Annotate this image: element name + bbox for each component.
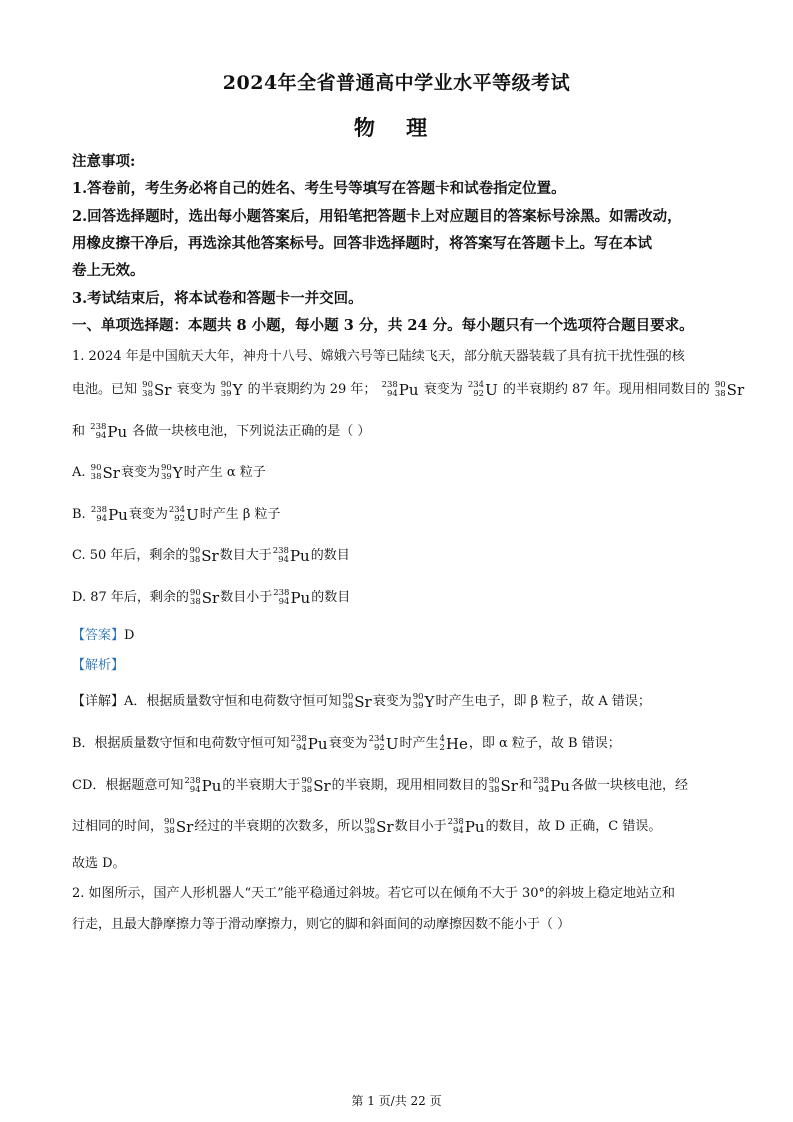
- nuclide-pu: 238 94 Pu: [184, 775, 222, 795]
- note-2-line-3: 卷上无效。: [72, 262, 145, 279]
- analysis-tag: 【解析】: [72, 658, 125, 673]
- section-heading: 一、单项选择题：本题共 8 小题，每小题 3 分，共 24 分。每小题只有一个选项符合题目要求。: [72, 317, 694, 334]
- explanation-cd-line-1: CD．根据题意可知 238 94 Pu 的半衰期大于 90 38 Sr 的半衰期，现用相同数目的 90 38 Sr 和 238 94 Pu 各做一块核电池，经: [72, 775, 688, 795]
- nuclide-sr: 90 38 Sr: [342, 691, 372, 711]
- nuclide-sr: 90 38 Sr: [164, 816, 194, 836]
- nuclide-sr: 90 38 Sr: [364, 816, 394, 836]
- note-2-line-2: 用橡皮擦干净后，再选涂其他答案标号。回答非选择题时，将答案写在答题卡上。写在本试: [72, 235, 652, 252]
- nuclide-u: 234 92 U: [368, 733, 399, 753]
- nuclide-pu: 238 94 Pu: [273, 587, 311, 607]
- subject-title: 物 理: [353, 115, 440, 140]
- note-2-line-1: 2.回答选择题时，选出每小题答案后，用铅笔把答题卡上对应题目的答案标号涂黑。如需改动，: [72, 208, 682, 225]
- nuclide-y: 90 39 Y: [160, 462, 183, 482]
- analysis-line: [72, 654, 722, 673]
- nuclide-pu: 238 94 Pu: [532, 775, 570, 795]
- q1-line-2: 电池。已知 90 38 Sr 衰变为 90 39 Y 的半衰期约为 29 年； 238 94 Pu 衰变为 234 92 U 的半衰期约 87 年。现用相同数目的 90 38 Sr: [72, 379, 745, 399]
- q1-option-a: A. 90 38 Sr 衰变为 90 39 Y 时产生 α 粒子: [72, 462, 266, 482]
- notes-heading: 注意事项:: [72, 153, 136, 170]
- nuclide-u: 234 92 U: [168, 504, 199, 524]
- page-footer: 第 1 页/共 22 页: [351, 1094, 442, 1108]
- nuclide-pu: 238 94 Pu: [290, 733, 328, 753]
- nuclide-sr: 90 38 Sr: [142, 379, 172, 399]
- nuclide-sr: 90 38 Sr: [90, 462, 120, 482]
- q1-line-3: 和 238 94 Pu 各做一块核电池，下列说法正确的是（ ）: [72, 421, 371, 441]
- nuclide-y: 90 39 Y: [412, 691, 435, 711]
- nuclide-pu: 238 94 Pu: [447, 816, 485, 836]
- explanation-a: 【详解】A．根据质量数守恒和电荷数守恒可知 90 38 Sr 衰变为 90 39 Y 时产生电子，即 β 粒子，故 A 错误；: [72, 691, 651, 711]
- q1-option-d: D. 87 年后，剩余的 90 38 Sr 数目小于 238 94 Pu 的数目: [72, 587, 351, 607]
- nuclide-pu: 238 94 Pu: [90, 504, 128, 524]
- q1-option-b: B. 238 94 Pu 衰变为 234 92 U 时产生 β 粒子: [72, 504, 281, 524]
- note-1: 1.答卷前，考生务必将自己的姓名、考生号等填写在答题卡和试卷指定位置。: [72, 180, 566, 197]
- nuclide-sr: 90 38 Sr: [488, 775, 518, 795]
- q1-option-c: C. 50 年后，剩余的 90 38 Sr 数目大于 238 94 Pu 的数目: [72, 545, 350, 565]
- nuclide-sr: 90 38 Sr: [714, 379, 745, 399]
- q1-line-1: 1. 2024 年是中国航天大年，神舟十八号、嫦娥六号等已陆续飞天，部分航天器装载了具有抗干扰性强的核: [72, 349, 685, 364]
- explanation-b: B．根据质量数守恒和电荷数守恒可知 238 94 Pu 衰变为 234 92 U 时产生 4 2 He ，即 α 粒子，故 B 错误；: [72, 733, 621, 753]
- answer-tag: 【答案】: [72, 628, 125, 643]
- nuclide-u: 234 92 U: [467, 379, 498, 399]
- exam-title: 2024年全省普通高中学业水平等级考试: [222, 72, 571, 94]
- nuclide-he: 4 2 He: [439, 733, 468, 753]
- nuclide-sr: 90 38 Sr: [189, 587, 220, 607]
- nuclide-y: 90 39 Y: [220, 379, 243, 399]
- answer-line: [72, 624, 722, 643]
- nuclide-pu: 238 94 Pu: [272, 545, 310, 565]
- nuclide-pu: 238 94 Pu: [381, 379, 419, 399]
- note-3: 3.考试结束后，将本试卷和答题卡一并交回。: [72, 290, 363, 307]
- nuclide-pu: 238 94 Pu: [90, 421, 128, 441]
- nuclide-sr: 90 38 Sr: [301, 775, 331, 795]
- answer-value: D: [124, 628, 135, 643]
- q2-line-2: 行走，且最大静摩擦力等于滑动摩擦力，则它的脚和斜面间的动摩擦因数不能小于（ ）: [72, 917, 571, 932]
- detail-tag: 【详解】: [72, 694, 125, 709]
- nuclide-sr: 90 38 Sr: [189, 545, 219, 565]
- explanation-cd-line-2: 过相同的时间， 90 38 Sr 经过的半衰期的次数多，所以 90 38 Sr 数目小于 238 94 Pu 的数目，故 D 正确，C 错误。: [72, 816, 662, 836]
- choice-line: 故选 D。: [72, 856, 126, 871]
- q2-line-1: 2. 如图所示，国产人形机器人“天工”能平稳通过斜坡。若它可以在倾角不大于 30°的斜坡上稳定地站立和: [72, 886, 676, 901]
